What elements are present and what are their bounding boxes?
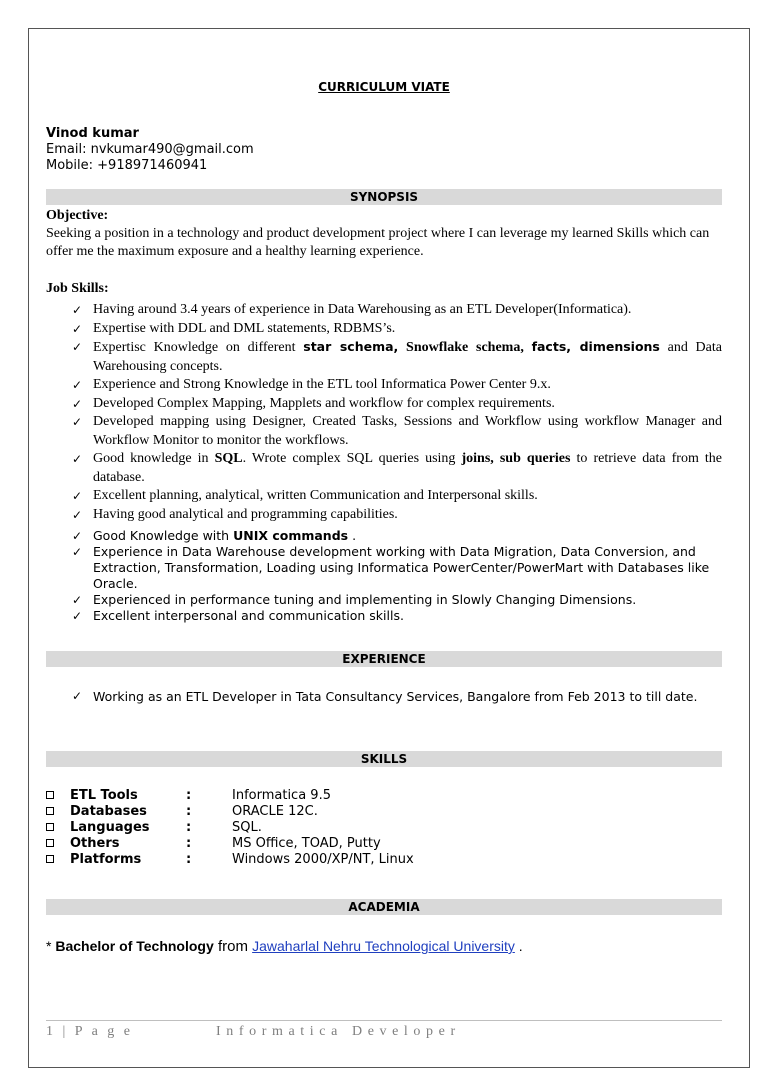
list-item: ✓ Good Knowledge with UNIX commands .	[72, 528, 357, 543]
check-icon: ✓	[72, 396, 83, 411]
footer-divider	[46, 1020, 722, 1021]
experience-list	[46, 688, 722, 705]
page-number: 1 | P a g e	[46, 1024, 133, 1039]
check-icon: ✓	[72, 452, 83, 466]
list-item: ✓ Expertise with DDL and DML statements, RDBMS’s.	[46, 320, 722, 339]
section-experience: EXPERIENCE	[46, 651, 722, 667]
checkbox-bullet-icon	[46, 823, 54, 831]
objective-text: Seeking a position in a technology and product development project where I can leverage my learned Skills which can offer me the maximum exposure and a healthy learning experience.	[46, 226, 710, 259]
academia-line: * Bachelor of Technology from Jawaharlal Nehru Technological University .	[46, 938, 523, 955]
check-icon: ✓	[72, 321, 83, 336]
objective-heading: Objective:	[46, 208, 109, 223]
contact-block	[46, 126, 254, 174]
list-item: ✓ Having good analytical and programming capabilities.	[46, 506, 722, 525]
check-icon: ✓	[72, 415, 83, 429]
checkbox-bullet-icon	[46, 791, 54, 799]
check-icon: ✓	[72, 609, 83, 623]
list-item: ✓ Excellent interpersonal and communication skills.	[72, 608, 404, 623]
list-item: ✓ Experience and Strong Knowledge in the ETL tool Informatica Power Center 9.x.	[46, 376, 722, 395]
job-skills-list-continued	[46, 528, 722, 624]
check-icon: ✓	[72, 489, 83, 503]
check-icon: ✓	[72, 378, 83, 392]
check-icon: ✓	[72, 340, 83, 354]
check-icon: ✓	[72, 529, 83, 543]
document-title: CURRICULUM VIATE	[318, 80, 450, 94]
email-line: Email: nvkumar490@gmail.com	[46, 142, 254, 157]
candidate-name: Vinod kumar	[46, 126, 139, 141]
page-footer	[46, 1024, 461, 1040]
section-synopsis: SYNOPSIS	[46, 189, 722, 205]
section-academia: ACADEMIA	[46, 899, 722, 915]
list-item: ✓ Excellent planning, analytical, written Communication and Interpersonal skills.	[46, 487, 722, 506]
check-icon: ✓	[72, 689, 83, 703]
list-item: ✓ Experience in Data Warehouse development working with Data Migration, Data Conversion, and Extraction, Transformation, Loading using Informatica PowerCenter/PowerMart with Databases like Oracle.	[72, 544, 710, 591]
section-skills: SKILLS	[46, 751, 722, 767]
list-item: ✓ Developed mapping using Designer, Created Tasks, Sessions and Workflow using workflow Manager and Workflow Monitor to monitor the workflows.	[72, 414, 722, 448]
checkbox-bullet-icon	[46, 839, 54, 847]
mobile-line: Mobile: +918971460941	[46, 158, 208, 173]
list-item: ✓ Expertisc Knowledge on different star schema, Snowflake schema, facts, dimensions and Data Warehousing concepts.	[72, 339, 722, 374]
list-item: ✓ Having around 3.4 years of experience in Data Warehousing as an ETL Developer(Informatica).	[46, 301, 722, 320]
university-link[interactable]: Jawaharlal Nehru Technological University	[252, 938, 515, 954]
check-icon: ✓	[72, 593, 83, 607]
list-item: ✓ Developed Complex Mapping, Mapplets and workflow for complex requirements.	[46, 395, 722, 414]
check-icon: ✓	[72, 507, 83, 522]
job-skills-heading: Job Skills:	[46, 281, 109, 296]
job-skills-list	[46, 301, 722, 524]
check-icon: ✓	[72, 545, 83, 559]
checkbox-bullet-icon	[46, 855, 54, 863]
objective-block	[46, 207, 722, 261]
list-item: ✓ Good knowledge in SQL. Wrote complex SQL queries using joins, sub queries to retrieve data from the database.	[72, 451, 722, 485]
list-item: ✓ Working as an ETL Developer in Tata Consultancy Services, Bangalore from Feb 2013 to till date.	[72, 689, 698, 704]
list-item: ✓ Experienced in performance tuning and implementing in Slowly Changing Dimensions.	[72, 592, 637, 607]
checkbox-bullet-icon	[46, 807, 54, 815]
footer-role: Informatica Developer	[216, 1024, 461, 1039]
check-icon: ✓	[72, 303, 83, 317]
